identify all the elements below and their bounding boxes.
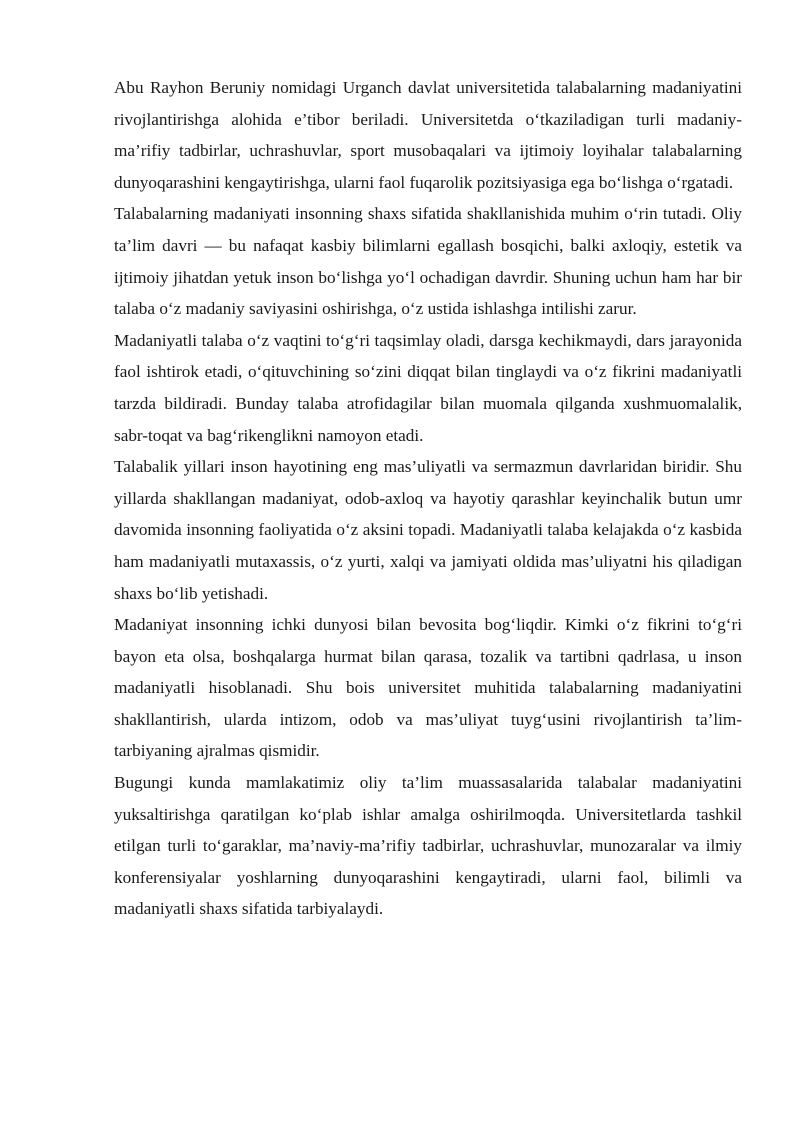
paragraph: Madaniyatli talaba o‘z vaqtini to‘g‘ri taqsimlay oladi, darsga kechikmaydi, dars jarayonida faol ishtirok etadi, o‘qituvchining so‘zini diqqat bilan tinglaydi va o‘z fikrini madaniyatli tarzda bildiradi. Bunday talaba atrofidagilar bilan muomala qilganda xushmuomalalik, sabr-toqat va bag‘rikenglikni namoyon etadi. <box>114 330 742 445</box>
paragraph: Talabalik yillari inson hayotining eng mas’uliyatli va sermazmun davrlaridan biridir. Shu yillarda shakllangan madaniyat, odob-axloq va hayotiy qarashlar keyinchalik butun umr davomida insonning faoliyatida o‘z aksini topadi. Madaniyatli talaba kelajakda o‘z kasbida ham madaniyatli mutaxassis, o‘z yurti, xalqi va jamiyati oldida mas’uliyatni his qiladigan shaxs bo‘lib yetishadi. <box>114 457 742 603</box>
paragraph: Abu Rayhon Beruniy nomidagi Urganch davlat universitetida talabalarning madaniyatini rivojlantirishga alohida e’tibor beriladi. Universitetda o‘tkaziladigan turli madaniy-ma’rifiy tadbirlar, uchrashuvlar, sport musobaqalari va ijtimoiy loyihalar talabalarning dunyoqarashini kengaytirishga, ularni faol fuqarolik pozitsiyasiga ega bo‘lishga o‘rgatadi. <box>114 78 742 192</box>
paragraph: Bugungi kunda mamlakatimiz oliy ta’lim muassasalarida talabalar madaniyatini yuksaltirishga qaratilgan ko‘plab ishlar amalga oshirilmoqda. Universitetlarda tashkil etilgan turli to‘garaklar, ma’naviy-ma’rifiy tadbirlar, uchrashuvlar, munozaralar va ilmiy konferensiyalar yoshlarning dunyoqarashini kengaytiradi, ularni faol, bilimli va madaniyatli shaxs sifatida tarbiyalaydi. <box>114 773 742 919</box>
document-body <box>114 72 742 925</box>
paragraph: Talabalarning madaniyati insonning shaxs sifatida shakllanishida muhim o‘rin tutadi. Oliy ta’lim davri — bu nafaqat kasbiy bilimlarni egallash bosqichi, balki axloqiy, estetik va ijtimoiy jihatdan yetuk inson bo‘lishga yo‘l ochadigan davrdir. Shuning uchun ham har bir talaba o‘z madaniy saviyasini oshirishga, o‘z ustida ishlashga intilishi zarur. <box>114 204 742 319</box>
paragraph: Madaniyat insonning ichki dunyosi bilan bevosita bog‘liqdir. Kimki o‘z fikrini to‘g‘ri bayon eta olsa, boshqalarga hurmat bilan qarasa, tozalik va tartibni qadrlasa, u inson madaniyatli hisoblanadi. Shu bois universitet muhitida talabalarning madaniyatini shakllantirish, ularda intizom, odob va mas’uliyat tuyg‘usini rivojlantirish ta’lim-tarbiyaning ajralmas qismidir. <box>114 615 742 761</box>
